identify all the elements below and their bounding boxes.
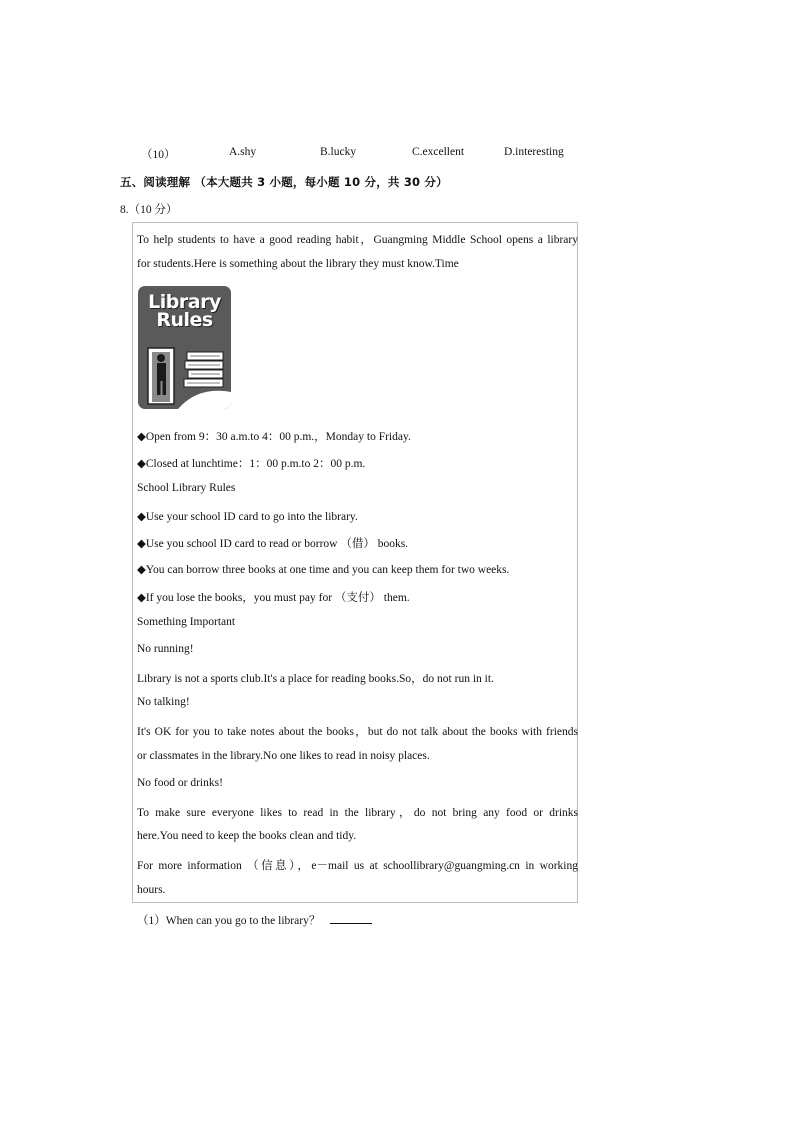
info-text-line-1: For more information （信息），e－mail us at schoollibrary@guangming.cn in working — [137, 860, 578, 872]
rule-lost-books: ◆If you lose the books，you must pay for （支付） them. — [137, 592, 410, 604]
question-1-text: （1）When can you go to the library？ — [137, 915, 321, 927]
no-running-heading: No running! — [137, 643, 194, 655]
no-food-heading: No food or drinks! — [137, 777, 223, 789]
logo-text: Library Rules — [148, 291, 221, 331]
option-number: （10） — [141, 149, 176, 161]
rules-heading: School Library Rules — [137, 482, 236, 494]
no-running-text: Library is not a sports club.It's a place for reading books.So，do not run in it. — [137, 673, 494, 685]
rule-open-hours: ◆Open from 9：30 a.m.to 4：00 p.m.，Monday to Friday. — [137, 431, 411, 443]
logo-illustration — [138, 286, 231, 409]
option-a[interactable]: A.shy — [229, 146, 257, 158]
rule-id-card-entry: ◆Use your school ID card to go into the library. — [137, 511, 358, 523]
library-rules-logo-icon — [138, 286, 231, 409]
option-d[interactable]: D.interesting — [504, 146, 564, 158]
rule-closed-hours: ◆Closed at lunchtime：1：00 p.m.to 2：00 p.m. — [137, 458, 366, 470]
answer-options-row — [0, 146, 794, 162]
section-title: 五、阅读理解 （本大题共 3 小题，每小题 10 分，共 30 分） — [120, 175, 448, 189]
passage-intro-line-2: for students.Here is something about the library they must know.Time — [137, 258, 459, 270]
option-c[interactable]: C.excellent — [412, 146, 465, 158]
passage-intro-line-1: To help students to have a good reading habit，Guangming Middle School opens a library — [137, 234, 578, 246]
rule-borrow-limit: ◆You can borrow three books at one time and you can keep them for two weeks. — [137, 564, 510, 576]
info-text-line-2: hours. — [137, 884, 166, 896]
no-talking-heading: No talking! — [137, 696, 190, 708]
rule-id-card-borrow: ◆Use you school ID card to read or borrow （借） books. — [137, 538, 409, 550]
no-talking-text-line-1: It's OK for you to take notes about the books，but do not talk about the books with friends — [137, 726, 578, 738]
no-food-text-line-1: To make sure everyone likes to read in the library，do not bring any food or drinks — [137, 807, 578, 819]
question-1 — [137, 912, 372, 928]
important-heading: Something Important — [137, 616, 236, 628]
no-talking-text-line-2: or classmates in the library.No one likes to read in noisy places. — [137, 750, 430, 762]
no-food-text-line-2: here.You need to keep the books clean and tidy. — [137, 830, 357, 842]
question-number: 8.（10 分） — [120, 204, 178, 216]
answer-blank[interactable] — [330, 912, 372, 924]
option-b[interactable]: B.lucky — [320, 146, 357, 158]
